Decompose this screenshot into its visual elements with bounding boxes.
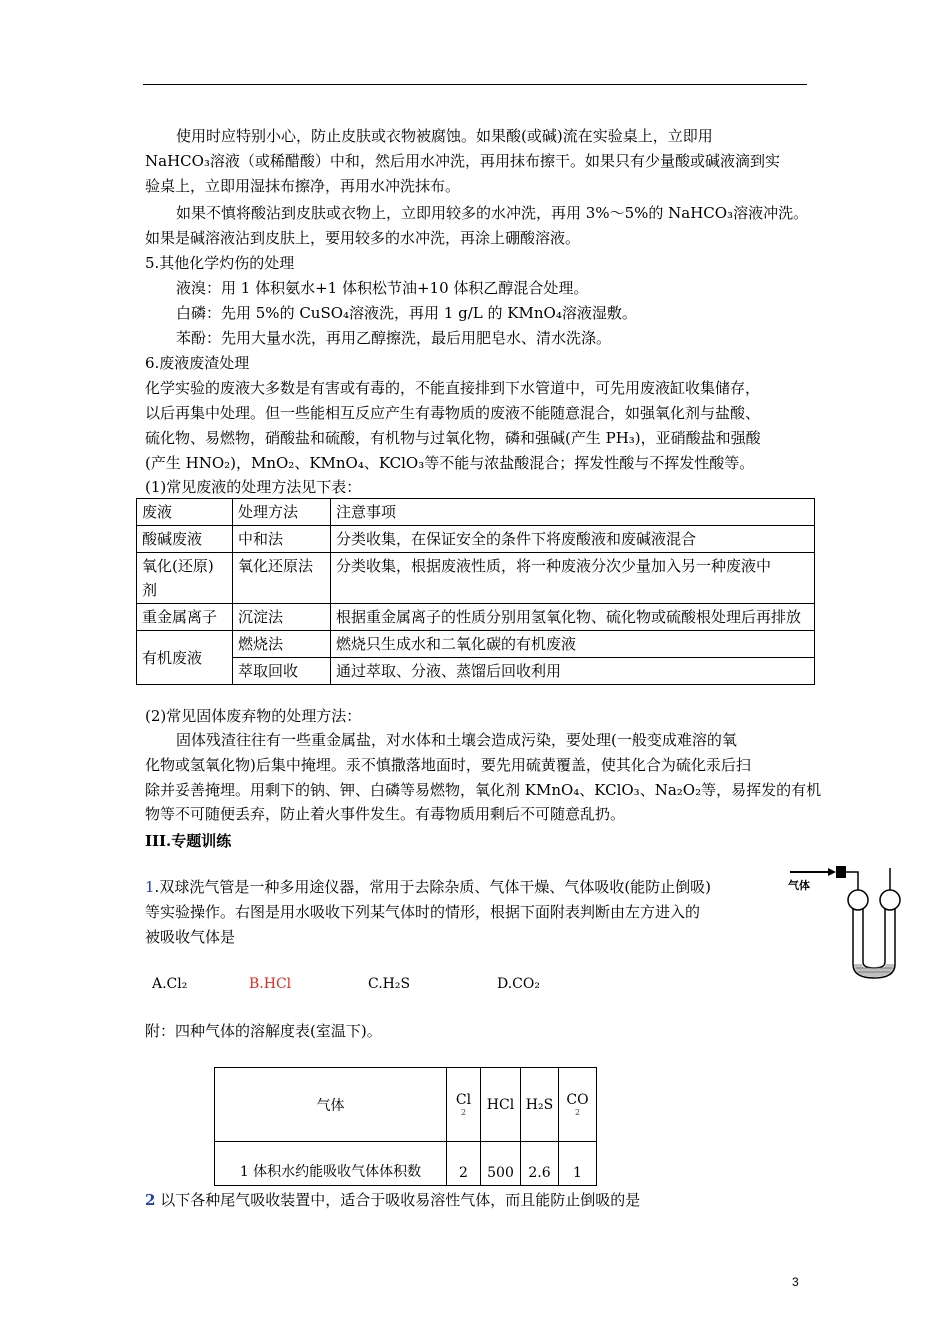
table-cell: 1 体积水约能吸收气体体积数 <box>215 1142 447 1186</box>
question-text: 以下各种尾气吸收装置中，适合于吸收易溶性气体，而且能防止倒吸的是 <box>155 1191 641 1209</box>
subheading: (2)常见固体废弃物的处理方法： <box>145 707 362 725</box>
gas-name: H₂S <box>525 1096 554 1113</box>
paragraph-line: 验桌上，立即用湿抹布擦净，再用水冲洗抹布。 <box>145 177 461 195</box>
table-cell: 500 <box>481 1142 521 1186</box>
table-cell: 2.6 <box>521 1142 559 1186</box>
table-cell: 分类收集，根据废液性质，将一种废液分次少量加入另一种废液中 <box>331 553 815 604</box>
table-cell: 通过萃取、分液、蒸馏后回收利用 <box>331 658 815 685</box>
table-cell: 燃烧法 <box>233 631 331 658</box>
table-row <box>137 631 815 658</box>
apparatus-svg <box>784 856 914 986</box>
table-cell: 2 <box>447 1142 481 1186</box>
paragraph-line: 化学实验的废液大多数是有害或有毒的，不能直接排到下水管道中，可先用废液缸收集储存， <box>145 379 761 397</box>
question-2-line <box>145 1189 640 1211</box>
question-line: 被吸收气体是 <box>145 928 236 946</box>
gas-name: HCl <box>486 1096 515 1113</box>
paragraph-line: 除并妥善掩埋。用剩下的钠、钾、白磷等易燃物，氧化剂 KMnO₄、KClO₃、Na₂O₂等，易挥发的有机 <box>145 781 822 799</box>
table-cell: 注意事项 <box>331 499 815 526</box>
table-cell: 氧化还原法 <box>233 553 331 604</box>
gas-name: CO <box>566 1091 589 1108</box>
section-heading: 6.废液废渣处理 <box>145 354 250 372</box>
table-cell: 根据重金属离子的性质分别用氢氧化物、硫化物或硫酸根处理后再排放 <box>331 604 815 631</box>
table-cell: 燃烧只生成水和二氧化碳的有机废液 <box>331 631 815 658</box>
table-header-row <box>137 499 815 526</box>
table-cell: 气体 <box>215 1068 447 1142</box>
table-cell <box>559 1068 597 1142</box>
section-heading: 5.其他化学灼伤的处理 <box>145 254 295 272</box>
table-row <box>215 1142 597 1186</box>
table-cell: 分类收集，在保证安全的条件下将废酸液和废碱液混合 <box>331 526 815 553</box>
table-cell: 沉淀法 <box>233 604 331 631</box>
table-cell <box>521 1068 559 1142</box>
table-cell <box>481 1068 521 1142</box>
question-number: 1 <box>145 878 155 896</box>
question-number: 2 <box>145 1191 156 1209</box>
gas-solubility-table <box>214 1067 597 1186</box>
table-row <box>215 1068 597 1142</box>
list-item: 苯酚：先用大量水洗，再用乙醇擦洗，最后用肥皂水、清水洗涤。 <box>176 329 612 347</box>
double-bulb-gas-washing-tube-figure <box>784 856 914 990</box>
table-row <box>137 604 815 631</box>
table-row <box>137 658 815 685</box>
table-row <box>137 526 815 553</box>
paragraph-line: 如果是碱溶液沾到皮肤上，要用较多的水冲洗，再涂上硼酸溶液。 <box>145 229 581 247</box>
subheading: (1)常见废液的处理方法见下表： <box>145 478 362 496</box>
header-rule <box>143 84 807 85</box>
table-cell <box>447 1068 481 1142</box>
table-cell: 1 <box>559 1142 597 1186</box>
waste-liquid-table <box>136 498 815 685</box>
list-item: 白磷：先用 5%的 CuSO₄溶液洗，再用 1 g/L 的 KMnO₄溶液湿敷。 <box>176 304 637 322</box>
gas-subscript: 2 <box>460 1107 467 1117</box>
appendix-text: 附：四种气体的溶解度表(室温下)。 <box>145 1022 382 1040</box>
table-row <box>137 553 815 604</box>
paragraph-line: 物等不可随便丢弃，防止着火事件发生。有毒物质用剩后不可随意乱扔。 <box>145 805 626 823</box>
page-number: 3 <box>792 1275 799 1289</box>
option-a: A.Cl₂ <box>152 976 188 992</box>
table-cell: 氧化(还原)剂 <box>137 553 233 604</box>
table-cell: 废液 <box>137 499 233 526</box>
paragraph-line: 固体残渣往往有一些重金属盐，对水体和土壤会造成污染，要处理(一般变成难溶的氧 <box>176 731 737 749</box>
paragraph-line: 如果不慎将酸沾到皮肤或衣物上，立即用较多的水冲洗，再用 3%～5%的 NaHCO₃溶液冲洗。 <box>176 204 809 222</box>
table-cell: 重金属离子 <box>137 604 233 631</box>
option-c: C.H₂S <box>368 976 411 992</box>
gas-name: Cl <box>455 1091 472 1108</box>
paragraph-line: 硫化物、易燃物，硝酸盐和硫酸，有机物与过氧化物，磷和强碱(产生 PH₃)，亚硝酸盐和强酸 <box>145 429 761 447</box>
paragraph-line: NaHCO₃溶液（或稀醋酸）中和，然后用水冲洗，再用抹布擦干。如果只有少量酸或碱液滴到实 <box>145 152 780 170</box>
list-item: 液溴：用 1 体积氨水+1 体积松节油+10 体积乙醇混合处理。 <box>176 279 589 297</box>
table-cell: 处理方法 <box>233 499 331 526</box>
paragraph-line: 化物或氢氧化物)后集中掩埋。汞不慎撒落地面时，要先用硫黄覆盖，使其化合为硫化汞后扫 <box>145 756 751 774</box>
paragraph-line: 使用时应特别小心，防止皮肤或衣物被腐蚀。如果酸(或碱)流在实验桌上，立即用 <box>176 127 713 145</box>
figure-label: 气体 <box>788 879 810 892</box>
paragraph-line: (产生 HNO₂)，MnO₂、KMnO₄、KClO₃等不能与浓盐酸混合；挥发性酸与不挥发性酸等。 <box>145 454 755 472</box>
table-cell: 酸碱废液 <box>137 526 233 553</box>
question-text: .双球洗气管是一种多用途仪器，常用于去除杂质、气体干燥、气体吸收(能防止倒吸) <box>154 878 712 896</box>
paragraph-line: 以后再集中处理。但一些能相互反应产生有毒物质的废液不能随意混合，如强氧化剂与盐酸、 <box>145 404 761 422</box>
option-b-answer: B.HCl <box>249 976 292 992</box>
question-line: 等实验操作。右图是用水吸收下列某气体时的情形，根据下面附表判断由左方进入的 <box>145 903 701 921</box>
table-cell: 有机废液 <box>137 631 233 685</box>
table-cell: 中和法 <box>233 526 331 553</box>
table-cell: 萃取回收 <box>233 658 331 685</box>
section-heading: III.专题训练 <box>145 832 232 850</box>
question-1-line <box>145 876 711 898</box>
option-d: D.CO₂ <box>497 976 540 992</box>
gas-subscript: 2 <box>574 1107 581 1117</box>
